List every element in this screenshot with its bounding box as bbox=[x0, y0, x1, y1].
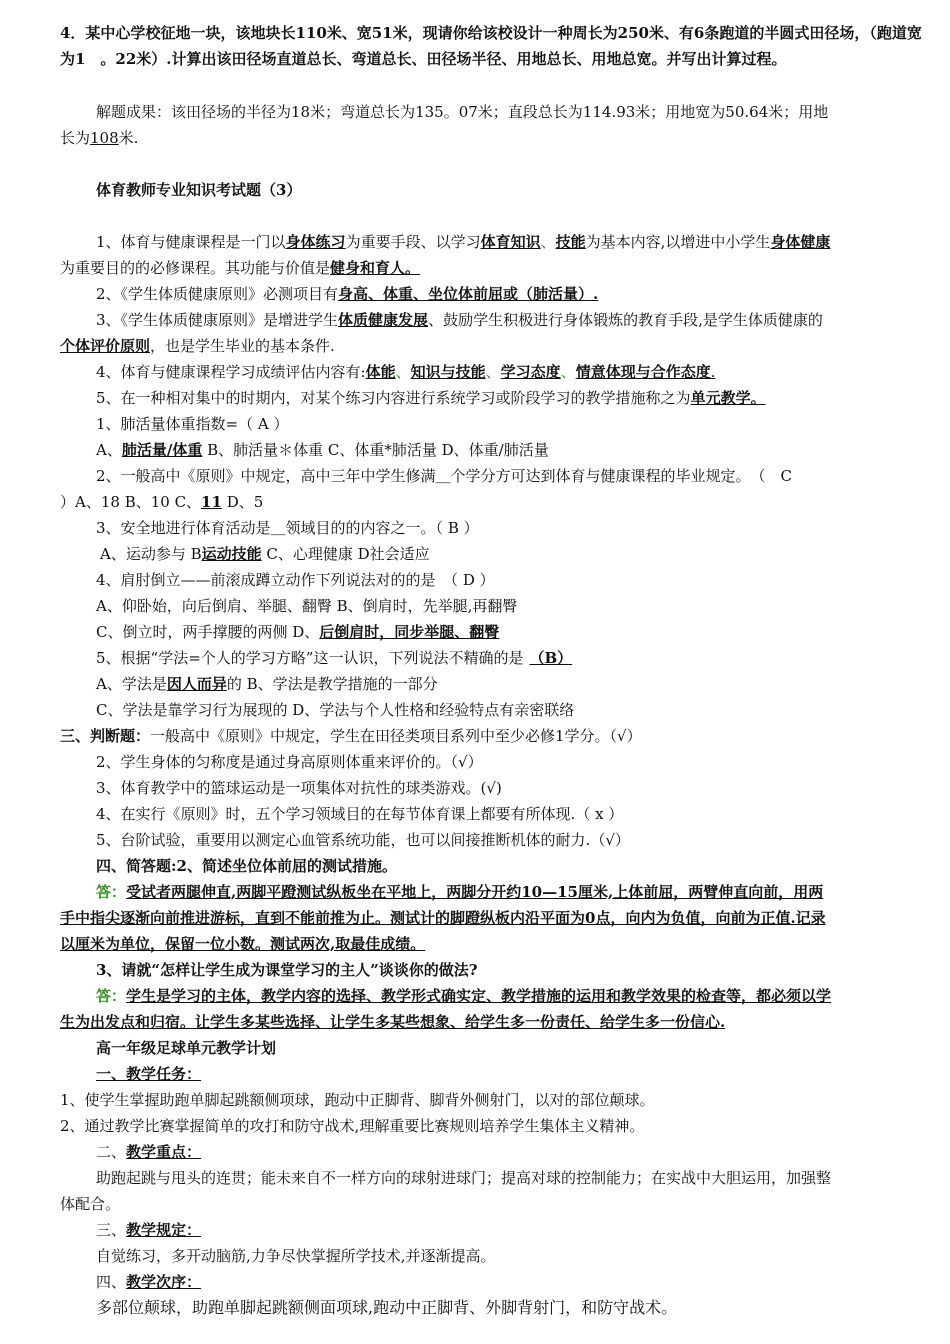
f1-answer-5: 健身和育人。 bbox=[330, 259, 421, 277]
mc5-opt-a: A、学法是 bbox=[96, 675, 167, 693]
f3-answer-1: 体质健康发展 bbox=[338, 311, 429, 329]
plan-task-2: 2、通过教学比赛掌握简单的攻打和防守战术,理解重要比赛规则培养学生集体主义精神。 bbox=[60, 1117, 645, 1135]
plan-sequence: 多部位颠球，助跑单脚起跳额侧面项球,跑动中正脚背、外脚背射门，和防守战术。 bbox=[96, 1298, 678, 1317]
mc4-answer: 后倒肩时，同步举腿、翻臀 bbox=[319, 623, 500, 641]
f3-answer-2: 个体评价原则 bbox=[60, 337, 151, 355]
f1-answer-3: 技能 bbox=[555, 233, 586, 251]
f4-end: . bbox=[710, 363, 716, 381]
mc4-opt-c: C、倒立时，两手撑腰的两侧 D、 bbox=[96, 623, 320, 641]
plan-section-3-num: 三、 bbox=[96, 1221, 127, 1239]
f1-text-c: 为重要手段、以学习 bbox=[345, 233, 481, 251]
mc-1-options bbox=[60, 437, 926, 463]
f4-answer-4: 情意体现与合作态度 bbox=[575, 363, 711, 381]
q4-result-text: 长为 bbox=[60, 129, 91, 147]
f3-text-e: ，也是学生毕业的基本条件. bbox=[150, 337, 335, 355]
f1-text-g: 为基本内容,以增进中小学生 bbox=[585, 233, 771, 251]
mc-2-options bbox=[60, 489, 926, 515]
f4-answer-3: 学习态度 bbox=[500, 363, 561, 381]
plan-title: 高一年级足球单元教学计划 bbox=[96, 1039, 277, 1057]
sa-question-3: 3、请就“怎样让学生成为课堂学习的主人”谈谈你的做法? bbox=[96, 961, 478, 979]
question-4: 4．某中心学校征地一块，该地块长110米、宽51米，现请你给该校设计一种周长为250米、有6条跑道的半圆式田径场，（跑道宽为1 。22米）.计算出该田径场直道总长、弯道总长、田径场半径、用地总长、用地总宽。并写出计算过程。 bbox=[60, 24, 922, 68]
mc3-opts-rest: C、心理健康 D社会适应 bbox=[261, 545, 430, 563]
sa-answer-line2: 手中指尖逐渐向前推进游标，直到不能前推为止。测试计的脚蹬纵板内沿平面为0点，向内为负值，向前为正值.记录 bbox=[60, 909, 826, 927]
mc1-other-opts: B、肺活量＊体重 C、体重*肺活量 D、体重/肺活量 bbox=[202, 441, 549, 459]
sa-answer-text-1: 受试者两腿伸直,两脚平蹬测试纵板坐在平地上，两脚分开约10—15厘米,上体前屈，两臂伸直向前，用两 bbox=[126, 883, 824, 901]
q4-result-line1: 解题成果：该田径场的半径为18米；弯道总长为135。07米；直段总长为114.93米；用地宽为50.64米；用地 bbox=[96, 103, 829, 121]
f3-text-a: 3、《学生体质健康原则》是增进学生 bbox=[96, 311, 339, 329]
fill-5 bbox=[60, 385, 926, 411]
plan-focus-line1: 助跑起跳与甩头的连贯；能未来自不一样方向的球射进球门；提高对球的控制能力；在实战中大胆运用，加强整 bbox=[96, 1169, 832, 1187]
mc-3-options bbox=[60, 541, 926, 567]
sa-answer-line1 bbox=[60, 879, 926, 905]
mc-5-options-1 bbox=[60, 671, 926, 697]
mc3-answer: 运动技能 bbox=[201, 545, 262, 563]
f2-answer: 身高、体重、坐位体前屈或（肺活量）. bbox=[338, 285, 599, 303]
f4-sep-1: 、 bbox=[395, 363, 411, 381]
f1-answer-4: 身体健康 bbox=[770, 233, 831, 251]
fill-1-line2 bbox=[60, 255, 926, 281]
fill-3-line1 bbox=[60, 307, 926, 333]
sa3-answer-label: 答： bbox=[96, 987, 127, 1005]
f1-text-i: 为重要目的的必修课程。其功能与价值是 bbox=[60, 259, 331, 277]
plan-section-2 bbox=[60, 1139, 926, 1165]
true-false-4: 4、在实行《原则》时，五个学习领域目的在每节体育课上都要有所体现.（ x ） bbox=[96, 805, 624, 823]
sa3-answer-text-1: 学生是学习的主体，教学内容的选择、教学形式确实定、教学措施的运用和教学效果的检查等，都必须以学 bbox=[126, 987, 832, 1005]
plan-section-2-num: 二、 bbox=[96, 1143, 127, 1161]
sa-answer-label: 答： bbox=[96, 883, 127, 901]
mc-1-question: 1、肺活量体重指数=（ A ） bbox=[96, 415, 289, 433]
mc-5-options-2: C、学法是靠学习行为展现的 D、学法与个人性格和经验特点有亲密联络 bbox=[96, 701, 575, 719]
plan-task-1: 1、使学生掌握助跑单脚起跳额侧项球，跑动中正脚背、脚背外侧射门，以对的部位颠球。 bbox=[60, 1091, 655, 1109]
true-false-2: 2、学生身体的匀称度是通过身高原则体重来评价的。（√） bbox=[96, 753, 483, 771]
plan-section-3-title: 教学规定： bbox=[126, 1221, 202, 1239]
mc-2-question: 2、一般高中《原则》中规定，高中三年中学生修满＿个学分方可达到体育与健康课程的毕业规定。 （ C bbox=[96, 467, 793, 485]
mc5-opt-b: 的 B、学法是教学措施的一部分 bbox=[226, 675, 438, 693]
mc-4-question: 4、肩肘倒立——前滚成蹲立动作下列说法对的的是 （ D ） bbox=[96, 571, 495, 589]
sa3-answer-line1 bbox=[60, 983, 926, 1009]
mc2-opts: ）A、18 B、10 C、 bbox=[60, 493, 202, 511]
plan-focus-line2: 体配合。 bbox=[60, 1195, 121, 1213]
sa-answer-line3: 以厘米为单位，保留一位小数。测试两次,取最佳成绩。 bbox=[60, 935, 426, 953]
f4-sep-3: 、 bbox=[560, 363, 576, 381]
f5-text: 5、在一种相对集中的时期内，对某个练习内容进行系统学习或阶段学习的教学措施称之为 bbox=[96, 389, 691, 407]
fill-3-line2 bbox=[60, 333, 926, 359]
mc1-opt-a-label: A、 bbox=[96, 441, 122, 459]
plan-requirements: 自觉练习，多开动脑筋,力争尽快掌握所学技术,并逐渐提高。 bbox=[96, 1247, 496, 1265]
plan-section-4-title: 教学次序： bbox=[126, 1273, 202, 1291]
exam-title-3: 体育教师专业知识考试题（3） bbox=[96, 181, 302, 199]
true-false-5: 5、台阶试验，重要用以测定心血管系统功能，也可以间接推断机体的耐力.（√） bbox=[96, 831, 630, 849]
short-answer-heading: 四、简答题:2、简述坐位体前屈的测试措施。 bbox=[96, 857, 397, 875]
true-false-1 bbox=[60, 723, 926, 749]
f1-sep: 、 bbox=[540, 233, 556, 251]
q4-result-unit: 米. bbox=[118, 129, 139, 147]
f4-sep-2: 、 bbox=[485, 363, 501, 381]
q4-result-line2 bbox=[60, 125, 926, 151]
mc-3-question: 3、安全地进行体育活动是＿领域目的的内容之一。（ B ） bbox=[96, 519, 479, 537]
tf-item-1: 一般高中《原则》中规定，学生在田径类项目系列中至少必修1学分。（√） bbox=[150, 727, 642, 745]
q4-result-length: 108 bbox=[90, 129, 119, 147]
f5-answer: 单元教学。 bbox=[690, 389, 766, 407]
f1-answer-1: 身体练习 bbox=[285, 233, 346, 251]
sa3-answer-line2: 生为出发点和归宿。让学生多某些选择、让学生多某些想象、给学生多一份责任、给学生多一份信心. bbox=[60, 1013, 726, 1031]
plan-section-4 bbox=[60, 1269, 926, 1295]
plan-section-3 bbox=[60, 1217, 926, 1243]
f4-answer-1: 体能 bbox=[365, 363, 396, 381]
mc1-opt-a-answer: 肺活量/体重 bbox=[121, 441, 203, 459]
fill-4 bbox=[60, 359, 926, 385]
plan-section-2-title: 教学重点： bbox=[126, 1143, 202, 1161]
plan-section-4-num: 四、 bbox=[96, 1273, 127, 1291]
mc-5-question bbox=[60, 645, 926, 671]
true-false-3: 3、体育教学中的篮球运动是一项集体对抗性的球类游戏。(√) bbox=[96, 779, 502, 797]
f2-text: 2、《学生体质健康原则》必测项目有 bbox=[96, 285, 339, 303]
tf-heading: 三、判断题： bbox=[60, 727, 151, 745]
f1-text-a: 1、体育与健康课程是一门以 bbox=[96, 233, 286, 251]
f1-answer-2: 体育知识 bbox=[480, 233, 541, 251]
mc3-opts: A、运动参与 B bbox=[100, 545, 202, 563]
mc5-text: 5、根据“学法=个人的学习方略”这一认识，下列说法不精确的是 bbox=[96, 649, 524, 667]
mc-4-options-1: A、仰卧始，向后倒肩、举腿、翻臀 B、倒肩时，先举腿,再翻臀 bbox=[96, 597, 518, 615]
mc-4-options-2 bbox=[60, 619, 926, 645]
fill-2 bbox=[60, 281, 926, 307]
plan-section-1: 一、教学任务： bbox=[96, 1065, 202, 1083]
fill-1-line1 bbox=[60, 229, 926, 255]
f4-answer-2: 知识与技能 bbox=[410, 363, 486, 381]
mc2-answer: 11 bbox=[201, 493, 222, 511]
mc2-opt-d: D、5 bbox=[221, 493, 264, 511]
f3-text-c: 、鼓励学生积极进行身体锻炼的教育手段,是学生体质健康的 bbox=[428, 311, 823, 329]
f4-text: 4、体育与健康课程学习成绩评估内容有: bbox=[96, 363, 366, 381]
mc5-answer-term: 因人而异 bbox=[166, 675, 227, 693]
mc5-answer: （B） bbox=[529, 649, 573, 667]
